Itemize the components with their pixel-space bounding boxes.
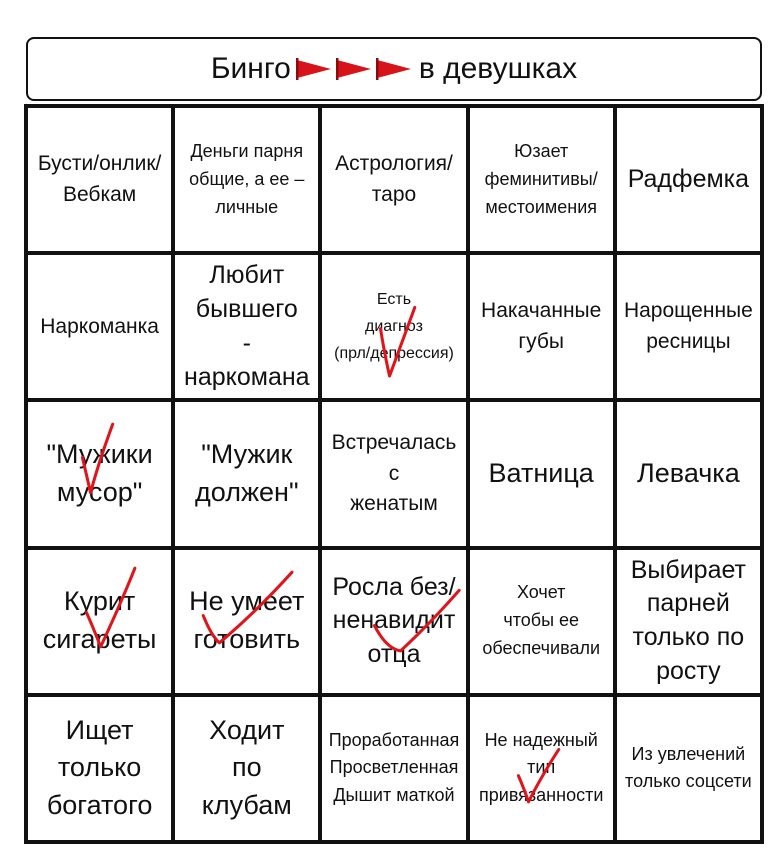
bingo-cell[interactable]: Наркоманка [28,255,171,398]
red-flag-icon [335,56,375,82]
bingo-cell[interactable]: Не надежный тип привязанности [470,697,613,840]
bingo-cell[interactable]: Хочет чтобы ее обеспечивали [470,550,613,693]
bingo-cell[interactable]: Росла без/ ненавидит отца [322,550,465,693]
title-text-after: в девушках [418,52,578,85]
bingo-cell[interactable]: "Мужики мусор" [28,402,171,545]
bingo-cell[interactable]: Юзает феминитивы/ местоимения [470,108,613,251]
bingo-cell[interactable]: Ходит по клубам [175,697,318,840]
bingo-cell[interactable]: Проработанная Просветленная Дышит маткой [322,697,465,840]
bingo-cell[interactable]: Курит сигареты [28,550,171,693]
bingo-cell[interactable]: Бусти/онлик/ Вебкам [28,108,171,251]
red-flag-icon [375,56,415,82]
bingo-cell[interactable]: Не умеет готовить [175,550,318,693]
bingo-cell[interactable]: Выбирает парней только по росту [617,550,760,693]
bingo-cell[interactable]: Любит бывшего - наркомана [175,255,318,398]
bingo-grid [24,104,764,844]
bingo-cell[interactable]: Астрология/ таро [322,108,465,251]
title-flags [295,56,415,82]
bingo-cell[interactable]: Встречалась с женатым [322,402,465,545]
bingo-cell[interactable]: Нарощенные ресницы [617,255,760,398]
bingo-cell[interactable]: Есть диагноз (прл/депрессия) [322,255,465,398]
red-flag-icon [295,56,335,82]
bingo-cell[interactable]: Ищет только богатого [28,697,171,840]
bingo-cell[interactable]: Радфемка [617,108,760,251]
bingo-cell[interactable]: Ватница [470,402,613,545]
bingo-cell[interactable]: Из увлечений только соцсети [617,697,760,840]
bingo-cell[interactable]: Накачанные губы [470,255,613,398]
bingo-cell[interactable]: "Мужик должен" [175,402,318,545]
bingo-title [26,37,762,101]
bingo-cell[interactable]: Деньги парня общие, а ее – личные [175,108,318,251]
title-text-before: Бинго [210,52,291,85]
bingo-cell[interactable]: Левачка [617,402,760,545]
